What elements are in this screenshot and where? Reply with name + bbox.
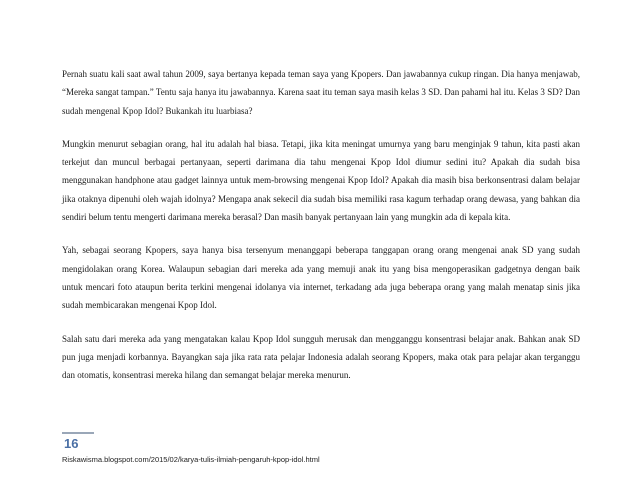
paragraph-3: Yah, sebagai seorang Kpopers, saya hanya bisa tersenyum menanggapi beberapa tanggapan orang orang mengenai anak SD yang sudah mengidolakan orang Korea. Walaupun sebagian dari mereka ada yang memuji anak itu yang bisa mengoperasikan gadgetnya dengan baik untuk mencari foto ataupun berita terkini mengenai idolanya via internet, terkadang ada juga beberapa orang yang malah menatap sinis jika sudah membicarakan mengenai Kpop Idol. (62, 245, 580, 311)
source-url: Riskawisma.blogspot.com/2015/02/karya-tulis-ilmiah-pengaruh-kpop-idol.html (62, 455, 320, 464)
paragraph-2: Mungkin menurut sebagian orang, hal itu adalah hal biasa. Tetapi, jika kita meningat umurnya yang baru menginjak 9 tahun, kita pasti akan terkejut dan muncul berbagai pertanyaan, seperti darimana dia tahu mengenai Kpop Idol diumur sedini itu? Apakah dia sudah bisa menggunakan handphone atau gadget lainnya untuk mem-browsing mengenai Kpop Idol? Apakah dia masih bisa berkonsentrasi dalam belajar jika otaknya dipenuhi oleh wajah idolnya? Mengapa anak sekecil dia sudah bisa memiliki rasa kagum terhadap orang dewasa, yang bahkan dia sendiri belum tentu mengerti darimana mereka berasal? Dan masih banyak pertanyaan lain yang mungkin ada di kepala kita. (62, 138, 580, 223)
document-body (62, 65, 580, 399)
paragraph-1: Pernah suatu kali saat awal tahun 2009, saya bertanya kepada teman saya yang Kpopers. Dan jawabannya cukup ringan. Dia hanya menjawab, “Mereka sangat tampan.” Tentu saja hanya itu jawabannya. Karena saat itu teman saya masih kelas 3 SD. Dan pahami hal itu. Kelas 3 SD? Dan sudah mengenal Kpop Idol? Bukankah itu luarbiasa? (62, 69, 580, 116)
paragraph-4: Salah satu dari mereka ada yang mengatakan kalau Kpop Idol sungguh merusak dan mengganggu konsentrasi belajar anak. Bahkan anak SD pun juga menjadi korbannya. Bayangkan saja jika rata rata pelajar Indonesia adalah seorang Kpopers, maka otak para pelajar akan terganggu dan otomatis, konsentrasi mereka hilang dan semangat belajar mereka menurun. (62, 333, 580, 381)
page-number: 16 (64, 436, 79, 451)
footer-divider (62, 432, 94, 434)
